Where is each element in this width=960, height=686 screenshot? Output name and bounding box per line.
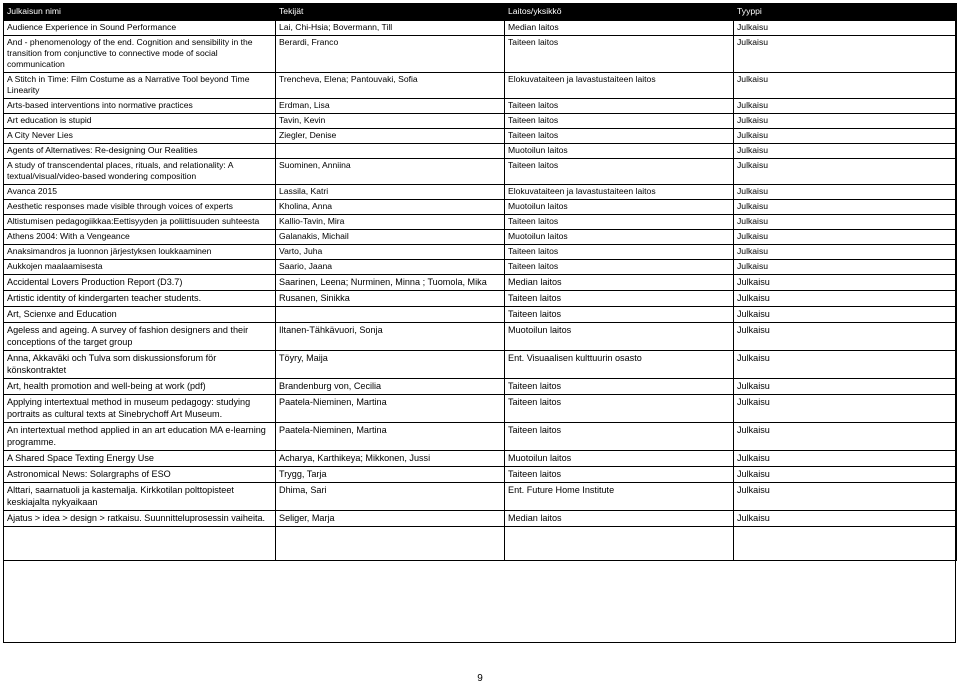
- header-authors: Tekijät: [276, 4, 505, 21]
- cell-name: Anna, Akkaväki och Tulva som diskussionsforum för könskontraktet: [4, 351, 276, 379]
- cell-name: Accidental Lovers Production Report (D3.7): [4, 275, 276, 291]
- table-row: [4, 260, 957, 275]
- table-row: [4, 230, 957, 245]
- table-row: [4, 379, 957, 395]
- cell-authors: Galanakis, Michail: [276, 230, 505, 245]
- cell-authors: Erdman, Lisa: [276, 99, 505, 114]
- cell-type: Julkaisu: [734, 260, 957, 275]
- cell-unit: Taiteen laitos: [505, 307, 734, 323]
- cell-authors: Brandenburg von, Cecilia: [276, 379, 505, 395]
- cell-unit: Taiteen laitos: [505, 215, 734, 230]
- cell-authors: Ziegler, Denise: [276, 129, 505, 144]
- cell-unit: Taiteen laitos: [505, 159, 734, 185]
- cell-type: Julkaisu: [734, 323, 957, 351]
- cell-authors: Paatela-Nieminen, Martina: [276, 395, 505, 423]
- table-row: [4, 275, 957, 291]
- cell-authors: Saario, Jaana: [276, 260, 505, 275]
- cell-unit: Taiteen laitos: [505, 379, 734, 395]
- cell-type: Julkaisu: [734, 144, 957, 159]
- cell-type: Julkaisu: [734, 423, 957, 451]
- cell-unit: Muotoilun laitos: [505, 144, 734, 159]
- cell-unit: Elokuvataiteen ja lavastustaiteen laitos: [505, 185, 734, 200]
- cell-unit: Median laitos: [505, 275, 734, 291]
- cell-authors: Berardi, Franco: [276, 36, 505, 73]
- table-row: [4, 215, 957, 230]
- cell-type: Julkaisu: [734, 395, 957, 423]
- cell-authors: [276, 144, 505, 159]
- table-row: [4, 159, 957, 185]
- cell-name: Art, health promotion and well-being at work (pdf): [4, 379, 276, 395]
- empty-row: [4, 527, 957, 561]
- cell-name: Astronomical News: Solargraphs of ESO: [4, 467, 276, 483]
- cell-unit: Taiteen laitos: [505, 129, 734, 144]
- table-row: [4, 395, 957, 423]
- table-row: [4, 99, 957, 114]
- table-row: [4, 36, 957, 73]
- cell-authors: Dhima, Sari: [276, 483, 505, 511]
- cell-type: Julkaisu: [734, 245, 957, 260]
- table-row: [4, 351, 957, 379]
- cell-type: Julkaisu: [734, 351, 957, 379]
- table-row: [4, 245, 957, 260]
- cell-authors: Lai, Chi-Hsia; Bovermann, Till: [276, 21, 505, 36]
- cell-type: Julkaisu: [734, 185, 957, 200]
- cell-type: Julkaisu: [734, 291, 957, 307]
- cell-name: Art, Scienxe and Education: [4, 307, 276, 323]
- cell-authors: Kholina, Anna: [276, 200, 505, 215]
- cell-name: Aukkojen maalaamisesta: [4, 260, 276, 275]
- cell-type: Julkaisu: [734, 99, 957, 114]
- cell-type: Julkaisu: [734, 307, 957, 323]
- cell-unit: Muotoilun laitos: [505, 230, 734, 245]
- table-row: [4, 451, 957, 467]
- cell-unit: Elokuvataiteen ja lavastustaiteen laitos: [505, 73, 734, 99]
- cell-authors: Suominen, Anniina: [276, 159, 505, 185]
- table-row: [4, 73, 957, 99]
- table-row: [4, 511, 957, 527]
- cell-type: Julkaisu: [734, 36, 957, 73]
- cell-authors: Lassila, Katri: [276, 185, 505, 200]
- cell-authors: Saarinen, Leena; Nurminen, Minna ; Tuomola, Mika: [276, 275, 505, 291]
- table-row: [4, 200, 957, 215]
- cell-unit: Muotoilun laitos: [505, 200, 734, 215]
- cell-name: A Stitch in Time: Film Costume as a Narrative Tool beyond Time Linearity: [4, 73, 276, 99]
- cell-type: Julkaisu: [734, 275, 957, 291]
- header-row: [4, 4, 957, 21]
- table-row: [4, 129, 957, 144]
- cell-unit: Taiteen laitos: [505, 99, 734, 114]
- cell-authors: Paatela-Nieminen, Martina: [276, 423, 505, 451]
- cell-name: Art education is stupid: [4, 114, 276, 129]
- cell-name: Ageless and ageing. A survey of fashion designers and their conceptions of the target group: [4, 323, 276, 351]
- cell-name: Avanca 2015: [4, 185, 276, 200]
- cell-authors: Kallio-Tavin, Mira: [276, 215, 505, 230]
- cell-unit: Median laitos: [505, 21, 734, 36]
- cell-name: Audience Experience in Sound Performance: [4, 21, 276, 36]
- cell-name: Aesthetic responses made visible through voices of experts: [4, 200, 276, 215]
- cell-authors: Tavin, Kevin: [276, 114, 505, 129]
- cell-type: Julkaisu: [734, 230, 957, 245]
- table-row: [4, 144, 957, 159]
- cell-type: Julkaisu: [734, 129, 957, 144]
- empty-cell: [276, 527, 505, 561]
- cell-authors: Töyry, Maija: [276, 351, 505, 379]
- table-row: [4, 483, 957, 511]
- cell-unit: Median laitos: [505, 511, 734, 527]
- cell-unit: Muotoilun laitos: [505, 323, 734, 351]
- cell-name: Altistumisen pedagogiikkaa:Eettisyyden ja poliittisuuden suhteesta: [4, 215, 276, 230]
- cell-unit: Taiteen laitos: [505, 291, 734, 307]
- cell-type: Julkaisu: [734, 511, 957, 527]
- cell-unit: Taiteen laitos: [505, 36, 734, 73]
- cell-authors: Acharya, Karthikeya; Mikkonen, Jussi: [276, 451, 505, 467]
- cell-name: And - phenomenology of the end. Cognition and sensibility in the transition from conjunctive to connective mode of social communication: [4, 36, 276, 73]
- table-row: [4, 467, 957, 483]
- cell-name: Applying intertextual method in museum pedagogy: studying portraits as cultural texts at Sinebrychoff Art Museum.: [4, 395, 276, 423]
- cell-authors: Seliger, Marja: [276, 511, 505, 527]
- empty-cell: [505, 527, 734, 561]
- table-row: [4, 114, 957, 129]
- cell-type: Julkaisu: [734, 451, 957, 467]
- cell-unit: Taiteen laitos: [505, 245, 734, 260]
- cell-name: A Shared Space Texting Energy Use: [4, 451, 276, 467]
- cell-unit: Taiteen laitos: [505, 395, 734, 423]
- cell-unit: Ent. Visuaalisen kulttuurin osasto: [505, 351, 734, 379]
- header-type: Tyyppi: [734, 4, 957, 21]
- cell-authors: Rusanen, Sinikka: [276, 291, 505, 307]
- cell-name: A City Never Lies: [4, 129, 276, 144]
- cell-type: Julkaisu: [734, 215, 957, 230]
- cell-type: Julkaisu: [734, 467, 957, 483]
- cell-unit: Ent. Future Home Institute: [505, 483, 734, 511]
- header-name: Julkaisun nimi: [4, 4, 276, 21]
- table-row: [4, 323, 957, 351]
- cell-name: Anaksimandros ja luonnon järjestyksen loukkaaminen: [4, 245, 276, 260]
- cell-unit: Muotoilun laitos: [505, 451, 734, 467]
- page-number: 9: [477, 673, 483, 684]
- cell-authors: Trygg, Tarja: [276, 467, 505, 483]
- cell-name: A study of transcendental places, rituals, and relationality: A textual/visual/video-based wondering composition: [4, 159, 276, 185]
- cell-name: Arts-based interventions into normative practices: [4, 99, 276, 114]
- empty-cell: [4, 527, 276, 561]
- cell-name: Artistic identity of kindergarten teacher students.: [4, 291, 276, 307]
- cell-authors: [276, 307, 505, 323]
- cell-authors: Trencheva, Elena; Pantouvaki, Sofia: [276, 73, 505, 99]
- cell-type: Julkaisu: [734, 73, 957, 99]
- table-row: [4, 21, 957, 36]
- cell-name: Ajatus > idea > design > ratkaisu. Suunnitteluprosessin vaiheita.: [4, 511, 276, 527]
- table-row: [4, 291, 957, 307]
- cell-unit: Taiteen laitos: [505, 260, 734, 275]
- cell-name: Agents of Alternatives: Re-designing Our Realities: [4, 144, 276, 159]
- header-unit: Laitos/yksikkö: [505, 4, 734, 21]
- cell-type: Julkaisu: [734, 114, 957, 129]
- cell-name: An intertextual method applied in an art education MA e-learning programme.: [4, 423, 276, 451]
- cell-name: Alttari, saarnatuoli ja kastemalja. Kirkkotilan polttopisteet keskiajalta nykyaikaan: [4, 483, 276, 511]
- table-row: [4, 185, 957, 200]
- cell-unit: Taiteen laitos: [505, 467, 734, 483]
- cell-unit: Taiteen laitos: [505, 114, 734, 129]
- cell-type: Julkaisu: [734, 483, 957, 511]
- table-row: [4, 423, 957, 451]
- cell-unit: Taiteen laitos: [505, 423, 734, 451]
- cell-authors: Varto, Juha: [276, 245, 505, 260]
- table-row: [4, 307, 957, 323]
- empty-cell: [734, 527, 957, 561]
- publications-table: [3, 3, 957, 561]
- cell-type: Julkaisu: [734, 21, 957, 36]
- cell-authors: Iltanen-Tähkävuori, Sonja: [276, 323, 505, 351]
- cell-type: Julkaisu: [734, 200, 957, 215]
- cell-type: Julkaisu: [734, 379, 957, 395]
- cell-name: Athens 2004: With a Vengeance: [4, 230, 276, 245]
- cell-type: Julkaisu: [734, 159, 957, 185]
